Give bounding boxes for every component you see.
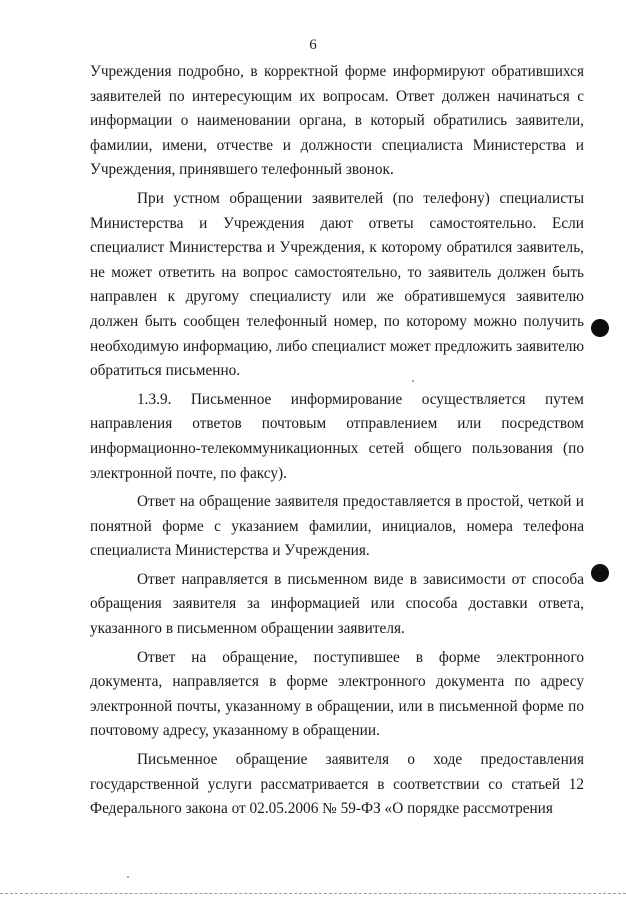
body-text — [90, 60, 584, 822]
scan-bottom-edge — [0, 893, 626, 894]
punch-hole-mark — [591, 319, 609, 337]
punch-hole-mark — [591, 564, 609, 582]
paragraph-clause-1-3-9: 1.3.9. Письменное информирование осуществляется путем направления ответов почтовым отправлением или посредством информационно-телекоммуникационных сетей общего пользования (по электронной почте, по факсу). — [90, 390, 584, 482]
paragraph-electronic-answer: Ответ на обращение, поступившее в форме электронного документа, направляется в форме электронного документа по адресу электронной почты, указанному в обращении, или в письменной форме по почтовому адресу, указанному в обращении. — [90, 648, 584, 740]
paragraph-answer-form: Ответ на обращение заявителя предоставляется в простой, четкой и понятной форме с указанием фамилии, инициалов, номера телефона специалиста Министерства и Учреждения. — [90, 493, 584, 560]
scan-speck — [412, 380, 414, 382]
paragraph-continued: Учреждения подробно, в корректной форме информируют обратившихся заявителей по интересующим их вопросам. Ответ должен начинаться с информации о наименовании органа, в который обратились заявители, фамилии, имени, отчестве и должности специалиста Министерства и Учреждения, принявшего телефонный звонок. — [90, 63, 584, 179]
scan-speck — [127, 876, 129, 878]
paragraph-written-request: Письменное обращение заявителя о ходе предоставления государственной услуги рассматривается в соответствии со статьей 12 Федерального закона от 02.05.2006 № 59-ФЗ «О порядке рассмотрения — [90, 751, 584, 818]
paragraph-answer-method: Ответ направляется в письменном виде в зависимости от способа обращения заявителя за информацией или способа доставки ответа, указанного в письменном обращении заявителя. — [90, 570, 584, 638]
page-number: 6 — [309, 37, 317, 53]
paragraph-oral-requests: При устном обращении заявителей (по телефону) специалисты Министерства и Учреждения дают ответы самостоятельно. Если специалист Министерства и Учреждения, к которому обратился заявитель, не может ответить на вопрос самостоятельно, то заявитель должен быть направлен к другому специалисту или же обратившемуся заявителю должен быть сообщен телефонный номер, по которому можно получить необходимую информацию, либо специалист может предложить заявителю обратиться письменно. — [90, 189, 584, 380]
